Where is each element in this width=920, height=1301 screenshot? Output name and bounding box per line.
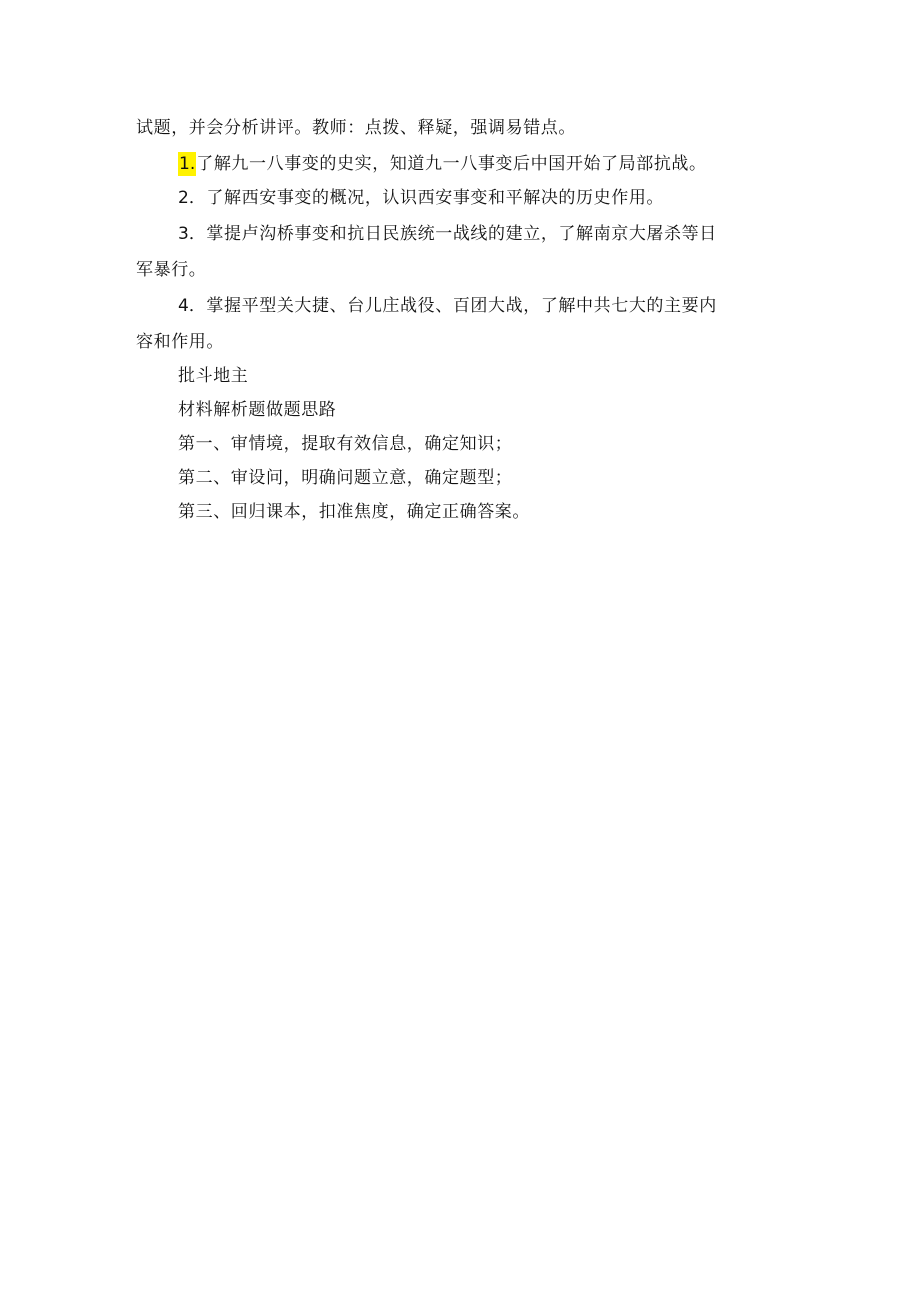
step-1-text: 第一、审情境，提取有效信息，确定知识；: [178, 434, 513, 454]
objective-4-text: ．掌握平型关大捷、台儿庄战役、百团大战，了解中共七大的主要内: [188, 296, 717, 316]
objective-2-text: ．了解西安事变的概况，认识西安事变和平解决的历史作用。: [188, 188, 665, 208]
objective-1: [178, 152, 707, 176]
objective-2: [178, 186, 664, 210]
objective-3: [178, 222, 717, 246]
objective-4-number: 4: [178, 296, 189, 316]
heading-2: [178, 398, 336, 422]
objective-4-continuation: [136, 330, 224, 354]
step-2: [178, 466, 512, 490]
heading-1-text: 批斗地主: [178, 366, 249, 386]
step-1: [178, 432, 512, 456]
intro-text: 试题，并会分析讲评。教师：点拨、释疑，强调易错点。: [136, 118, 576, 138]
heading-1: [178, 364, 248, 388]
objective-4: [178, 294, 717, 318]
objective-3-continuation: [136, 258, 206, 282]
objective-3-text: ．掌提卢沟桥事变和抗日民族统一战线的建立，了解南京大屠杀等日: [188, 224, 717, 244]
objective-2-number: 2: [178, 188, 189, 208]
intro-line: [136, 116, 576, 140]
objective-3-number: 3: [178, 224, 189, 244]
objective-3-cont-text: 军暴行。: [136, 260, 207, 280]
step-3: [178, 500, 530, 524]
objective-1-number: 1.: [179, 154, 196, 174]
objective-4-cont-text: 容和作用。: [136, 332, 224, 352]
step-3-text: 第三、回归课本，扣准焦度，确定正确答案。: [178, 502, 530, 522]
heading-2-text: 材料解析题做题思路: [178, 400, 337, 420]
objective-1-text: 了解九一八事变的史实，知道九一八事变后中国开始了局部抗战。: [196, 154, 707, 174]
step-2-text: 第二、审设问，明确问题立意，确定题型；: [178, 468, 513, 488]
